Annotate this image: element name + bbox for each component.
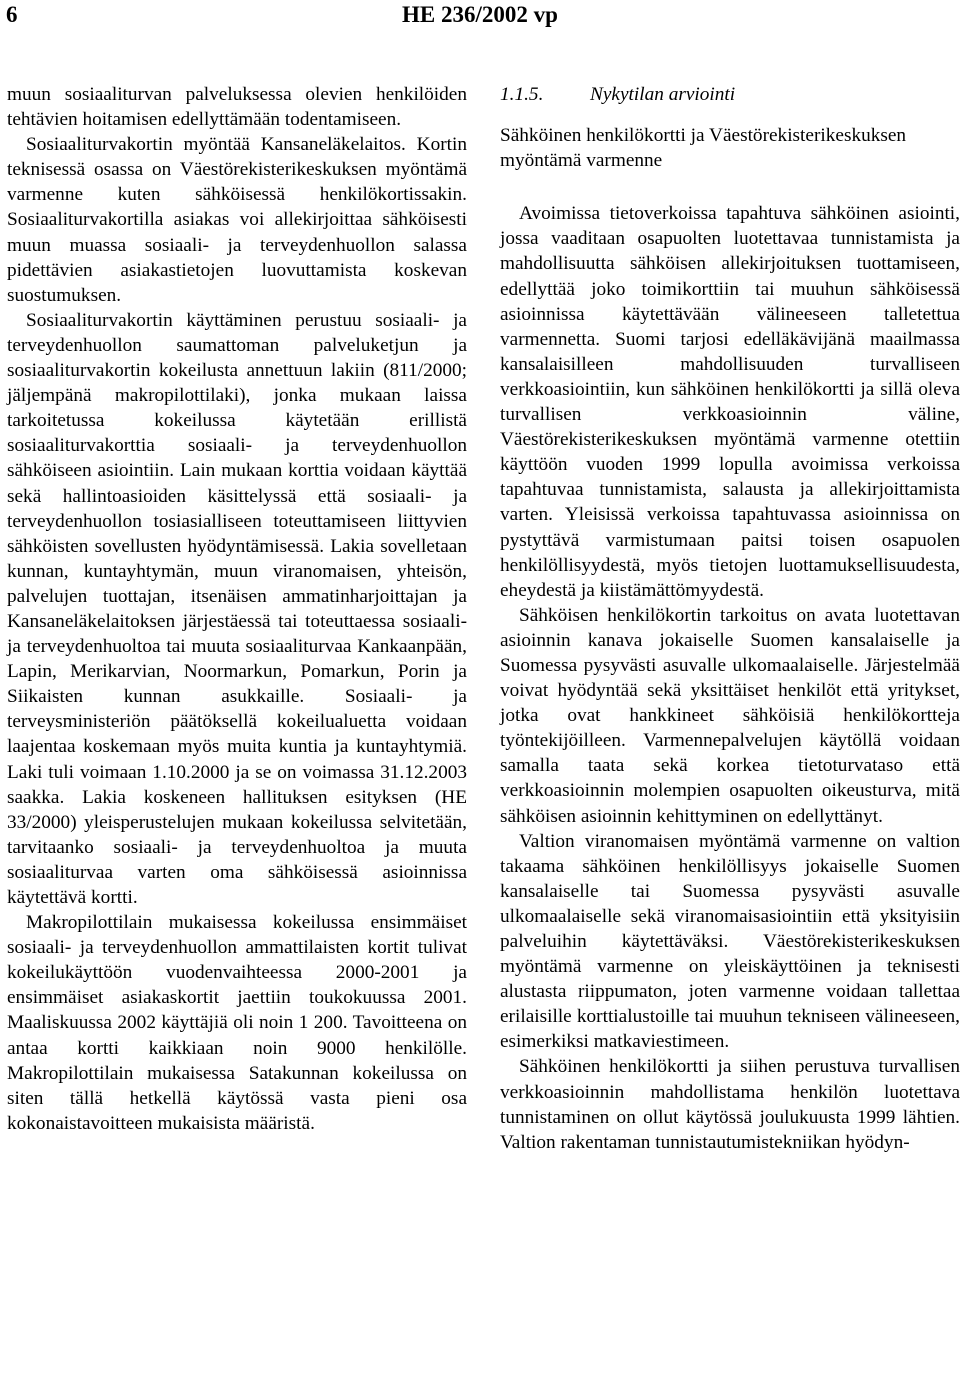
- paragraph: Sosiaaliturvakortin myöntää Kansaneläkelaitos. Kortin teknisessä osassa on Väestörekisterikeskuksen myöntämä varmenne kuten sähköisessä henkilökortissakin. Sosiaaliturvakortilla asiakas voi allekirjoittaa sähköisesti muun muassa sosiaali- ja terveydenhuollon salassa pidettävien asiakastietojen luovuttamista koskevan suostumuksen.: [7, 134, 467, 306]
- paragraph: Sähköinen henkilökortti ja siihen perustuva turvallisen verkkoasioinnin mahdollistama henkilön luotettava tunnistaminen on ollut käytössä joulukuusta 1999 lähtien. Valtion rakentaman tunnistautumistekniikan hyödyn-: [500, 1056, 960, 1153]
- page-header: [0, 0, 960, 40]
- paragraph: Sosiaaliturvakortin käyttäminen perustuu sosiaali- ja terveydenhuollon saumattoman palveluketjun ja sosiaaliturvakortin kokeilusta annettuun lakiin (811/2000; jäljempänä makropilottilaki), jonka mukaan laissa tarkoitetussa kokeilussa käytetään erillistä sosiaaliturvakorttia sosiaali- ja terveydenhuollon sähköiseen asiointiin. Lain mukaan korttia voidaan käyttää sekä hallintoasioiden käsittelyssä että sosiaali- ja terveydenhuollon tosiasialliseen toteuttamiseen liittyvien sähköisten sovellusten hyödyntämisessä. Lakia sovelletaan kunnan, kuntayhtymän, muun viranomaisen, yhteisön, palvelujen tuottajan, itsenäisen ammatinharjoittajan ja Kansaneläkelaitoksen järjestäessä tai toteuttaessa sosiaali- ja terveydenhuoltoa tai muuta sosiaaliturvaa Kankaanpään, Lapin, Merikarvian, Noormarkun, Pomarkun, Porin ja Siikaisten kunnan asukkaille. Sosiaali- ja terveysministeriön päätöksellä kokeilualuetta voidaan laajentaa koskemaan myös muita kuntia ja kuntayhtymiä. Laki tuli voimaan 1.10.2000 ja se on voimassa 31.12.2003 saakka. Lakia koskeneen hallituksen esityksen (HE 33/2000) yleisperustelujen mukaan kokeilussa selvitetään, tarvitaanko sosiaali- ja terveydenhuoltoa ja muuta sosiaaliturvaa varten oma sähköisessä asioinnissa käytettävä kortti.: [7, 309, 467, 908]
- spacer: [500, 107, 960, 123]
- right-column: [500, 82, 960, 1155]
- paragraph: Sähköisen henkilökortin tarkoitus on avata luotettavan asioinnin kanava jokaiselle Suomen kansalaiselle ja Suomessa pysyvästi asuvalle ulkomaalaiselle. Järjestelmää voivat hyödyntää sekä yksittäiset henkilöt että yritykset, jotka ovat hankkineet sähköisiä henkilökortteja työntekijöilleen. Varmennepalvelujen käytöllä voidaan samalla taata sekä korkea tietoturvataso että verkkoasioinnin molempien osapuolten oikeusturva, mitä sähköisen asioinnin kehittyminen on edellyttänyt.: [500, 604, 960, 827]
- left-column: [7, 82, 467, 1136]
- page-number: 6: [6, 2, 18, 27]
- paragraph: Valtion viranomaisen myöntämä varmenne on valtion takaama sähköinen henkilöllisyys jokaiselle Suomen kansalaiselle tai Suomessa pysyvästi asuvalle ulkomaalaiselle sekä viranomaisasiointiin että yksityisiin palveluihin käytettäväksi. Väestörekisterikeskuksen myöntämä varmenne on yleiskäyttöinen ja teknisesti alustasta riippumaton, joten varmenne voidaan tallettaa erilaisille korttialustoille tai muuhun tekniseen välineeseen, esimerkiksi matkaviestimeen.: [500, 830, 960, 1053]
- section-title: Nykytilan arviointi: [590, 84, 736, 105]
- paragraph: Avoimissa tietoverkoissa tapahtuva sähköinen asiointi, jossa vaaditaan osapuolten luotettavaa tunnistamista ja mahdollisuutta sähköisen allekirjoituksen tuottamiseen, edellyttää joko toimikorttiin tai muuhun sähköisessä asioinnissa käytettävään välineeseen talletettua varmennetta. Suomi tarjosi edelläkävijänä maailmassa kansalaisilleen mahdollisuuden turvalliseen verkkoasiointiin, kun sähköinen henkilökortti ja sillä oleva turvallisen verkkoasioinnin väline, Väestörekisterikeskuksen myöntämä varmenne otettiin käyttöön vuoden 1999 lopulla avoimissa verkoissa tapahtuvaa tunnistamista, salausta ja allekirjoittamista varten. Yleisissä verkoissa tapahtuvassa asioinnissa on pystyttävä varmistumaan paitsi toisen osapuolen henkilöllisyydestä, myös tietojen luottamuksellisuudesta, eheydestä ja kiistämättömyydestä.: [500, 203, 960, 601]
- paragraph: Makropilottilain mukaisessa kokeilussa ensimmäiset sosiaali- ja terveydenhuollon ammattilaisten kortit tulivat kokeilukäyttöön vuodenvaihteessa 2000-2001 ja ensimmäiset asiakaskortit jaettiin toukokuussa 2001. Maaliskuussa 2002 käyttäjiä oli noin 1 200. Tavoitteena on antaa kortti kaikkiaan noin 9000 henkilölle. Makropilottilain mukaisessa Satakunnan kokeilussa on siten tällä hetkellä käytössä vasta pieni osa kokonaistavoitteen mukaisista määristä.: [7, 912, 467, 1134]
- running-title: HE 236/2002 vp: [402, 2, 558, 27]
- section-heading: [500, 82, 960, 107]
- section-number: 1.1.5.: [500, 84, 544, 105]
- paragraph-continued: muun sosiaaliturvan palveluksessa olevien henkilöiden tehtävien hoitamisen edellyttämään todentamiseen.: [7, 84, 467, 131]
- spacer: [500, 173, 960, 201]
- subheading: Sähköinen henkilökortti ja Väestörekisterikeskuksen myöntämä varmenne: [500, 125, 907, 172]
